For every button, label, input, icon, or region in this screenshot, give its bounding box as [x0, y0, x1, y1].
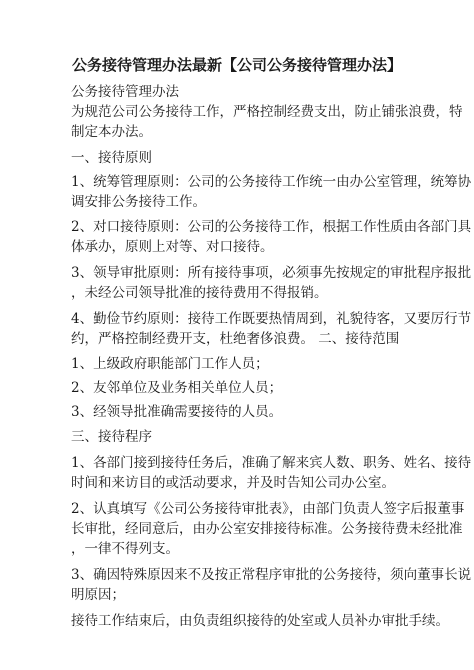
text-line: 3、领导审批原则：所有接待事项，必须事先按规定的审批程序报批: [71, 265, 472, 281]
text-line: 3、确因特殊原因来不及按正常程序审批的公务接待，须向董事长说: [71, 567, 472, 583]
subtitle: 公务接待管理办法: [71, 84, 179, 100]
text-line: 体承办，原则上对等、对口接待。: [71, 239, 274, 255]
text-line: 2、对口接待原则：公司的公务接待工作，根据工作性质由各部门具: [71, 219, 472, 235]
text-line: 4、勤俭节约原则：接待工作既要热情周到，礼貌待客，又要厉行节: [71, 311, 472, 327]
text-line: 1、各部门接到接待任务后，准确了解来宾人数、职务、姓名、接待: [71, 455, 472, 471]
text-line: 时间和来访目的或活动要求，并及时告知公司办公室。: [71, 475, 395, 491]
text-line: 调安排公务接待工作。: [71, 194, 206, 210]
text-line: 接待工作结束后，由负责组织接待的处室或人员补办审批手续。: [71, 613, 449, 629]
text-line: 2、认真填写《公司公务接待审批表》，由部门负责人签字后报董事: [71, 501, 465, 517]
text-line: 1、统筹管理原则：公司的公务接待工作统一由办公室管理，统筹协: [71, 174, 472, 190]
list-item: 2、友邻单位及业务相关单位人员；: [71, 380, 283, 396]
list-item: 3、经领导批准确需要接待的人员。: [71, 404, 283, 420]
text-line: 明原因；: [71, 587, 125, 603]
text-line: 制定本办法。: [71, 124, 152, 140]
text-line: 长审批，经同意后，由办公室安排接待标准。公务接待费未经批准: [71, 521, 463, 537]
text-line: ，一律不得列支。: [71, 541, 179, 557]
text-line: ，未经公司领导批准的接待费用不得报销。: [71, 285, 328, 301]
section-heading: 一、接待原则: [71, 150, 152, 166]
text-line: 约，严格控制经费开支，杜绝奢侈浪费。 二、接待范围: [71, 331, 400, 347]
document-title: 公务接待管理办法最新【公司公务接待管理办法】: [71, 56, 402, 74]
list-item: 1、上级政府职能部门工作人员；: [71, 356, 269, 372]
text-line: 为规范公司公务接待工作，严格控制经费支出，防止铺张浪费，特: [71, 104, 463, 120]
section-heading: 三、接待程序: [71, 429, 152, 445]
